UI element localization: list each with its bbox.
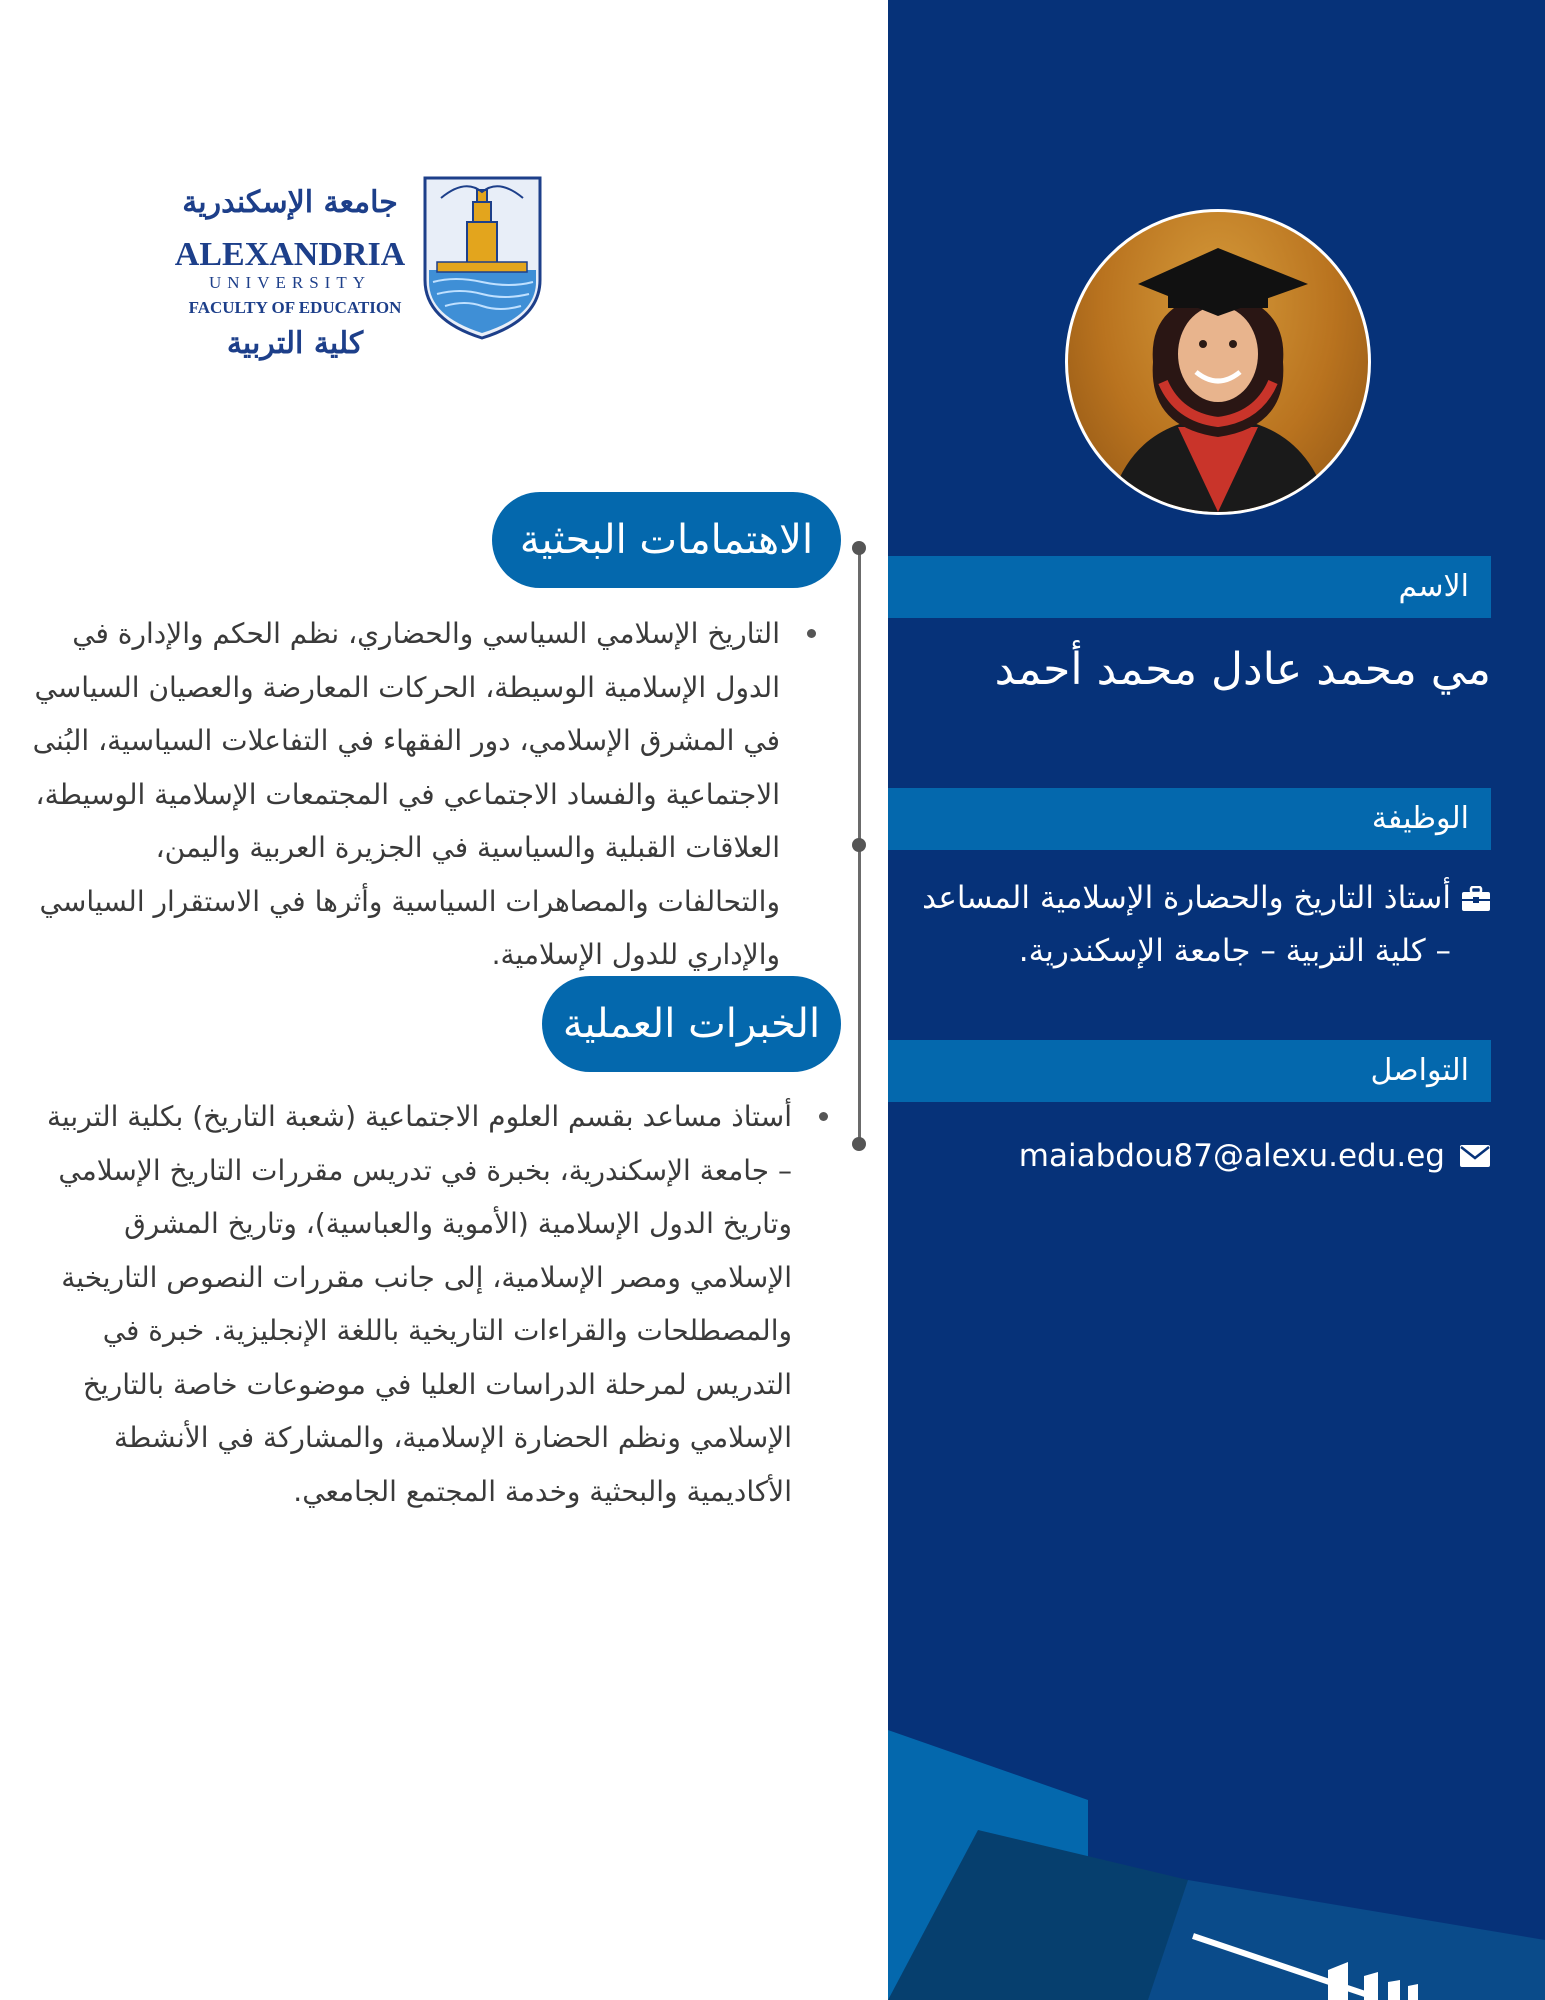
timeline-dot bbox=[852, 541, 866, 555]
profile-photo bbox=[1065, 209, 1371, 515]
logo-graphic bbox=[165, 170, 545, 375]
envelope-icon bbox=[1459, 1144, 1491, 1168]
experience-heading: الخبرات العملية bbox=[542, 976, 841, 1072]
job-label: الوظيفة bbox=[888, 788, 1491, 850]
experience-item bbox=[26, 1090, 792, 1518]
logo-faculty-english: FACULTY OF EDUCATION bbox=[188, 298, 402, 317]
timeline-dot bbox=[852, 838, 866, 852]
logo-faculty-arabic: كلية التربية bbox=[226, 326, 364, 361]
logo-english-sub: UNIVERSITY bbox=[209, 273, 371, 292]
sidebar bbox=[888, 0, 1545, 2000]
experience-text: أستاذ مساعد بقسم العلوم الاجتماعية (شعبة التاريخ) بكلية التربية – جامعة الإسكندرية، بخبرة في تدريس مقررات التاريخ الإسلامي وتاريخ الدول الإسلامية (الأموية والعباسية)، وتاريخ المشرق الإسلامي ومصر الإسلامية، إلى جانب مقررات النصوص التاريخية والمصطلحات والقراءات التاريخية باللغة الإنجليزية. خبرة في التدريس لمرحلة الدراسات العليا في موضوعات خاصة بالتاريخ الإسلامي ونظم الحضارة الإسلامية، والمشاركة في الأنشطة الأكاديمية والبحثية وخدمة المجتمع الجامعي. bbox=[46, 1100, 792, 1508]
contact-label: التواصل bbox=[888, 1040, 1491, 1102]
bullet-icon bbox=[807, 629, 816, 638]
logo-arabic-university: جامعة الإسكندرية bbox=[182, 185, 398, 220]
timeline-dot bbox=[852, 1137, 866, 1151]
research-heading: الاهتمامات البحثية bbox=[492, 492, 841, 588]
email-link[interactable]: maiabdou87@alexu.edu.eg bbox=[1018, 1138, 1445, 1174]
avatar-icon bbox=[1068, 212, 1368, 512]
briefcase-icon bbox=[1461, 886, 1491, 912]
person-name: مي محمد عادل محمد أحمد bbox=[994, 644, 1491, 695]
job-text: أستاذ التاريخ والحضارة الإسلامية المساعد – كلية التربية – جامعة الإسكندرية. bbox=[922, 880, 1451, 969]
university-logo bbox=[165, 170, 545, 375]
research-item bbox=[28, 607, 780, 982]
job-entry bbox=[918, 872, 1491, 978]
name-label: الاسم bbox=[888, 556, 1491, 618]
decorative-shapes bbox=[888, 1700, 1545, 2000]
logo-english-university: ALEXANDRIA bbox=[174, 236, 406, 273]
research-text: التاريخ الإسلامي السياسي والحضاري، نظم الحكم والإدارة في الدول الإسلامية الوسيطة، الحركات المعارضة والعصيان السياسي في المشرق الإسلامي، دور الفقهاء في التفاعلات السياسية، البُنى الاجتماعية والفساد الاجتماعي في المجتمعات الإسلامية الوسيطة، العلاقات القبلية والسياسية في الجزيرة العربية واليمن، والتحالفات والمصاهرات السياسية وأثرها في الاستقرار السياسي والإداري للدول الإسلامية. bbox=[32, 617, 780, 971]
email-entry bbox=[918, 1138, 1491, 1174]
bullet-icon bbox=[819, 1112, 828, 1121]
